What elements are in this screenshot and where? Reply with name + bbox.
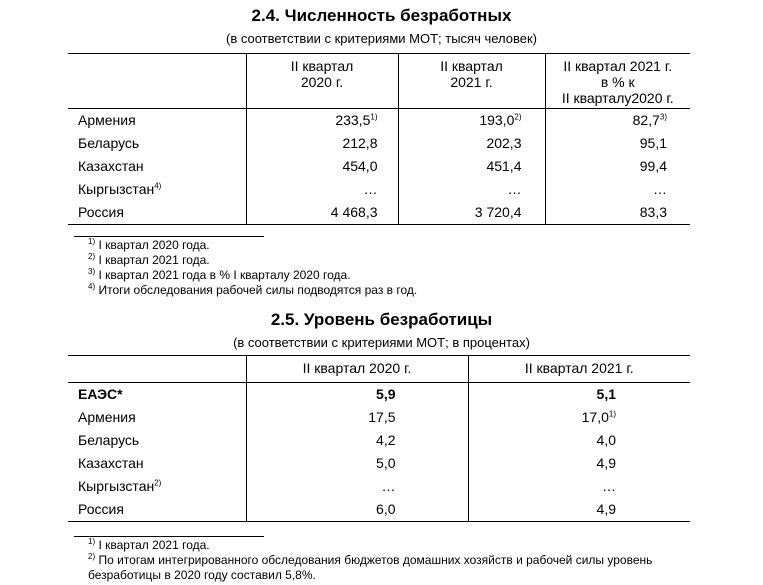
footnote-mark: 3) xyxy=(88,267,96,276)
table-2-4-header-3 xyxy=(545,54,690,109)
row-label-text: Россия xyxy=(78,204,124,220)
cell-value: … xyxy=(381,478,396,494)
value-cell xyxy=(468,429,690,452)
table-row xyxy=(68,132,690,155)
row-label xyxy=(68,498,246,522)
row-label xyxy=(68,406,246,429)
footnote-line xyxy=(68,268,698,283)
footnote-line xyxy=(68,283,698,298)
cell-value: 6,0 xyxy=(376,501,396,517)
value-cell xyxy=(398,178,545,201)
table-2-4-footnotes xyxy=(68,238,698,298)
footnote-mark: 2) xyxy=(514,112,522,122)
footnote-separator xyxy=(74,536,264,537)
row-label xyxy=(68,452,246,475)
value-cell xyxy=(246,383,468,407)
value-cell xyxy=(246,475,468,498)
table-2-5 xyxy=(68,355,690,522)
value-cell xyxy=(398,201,545,225)
cell-value: 5,0 xyxy=(376,455,396,471)
value-cell xyxy=(398,109,545,133)
footnote-line xyxy=(68,238,698,253)
cell-value: 83,3 xyxy=(639,204,667,220)
table-row xyxy=(68,406,690,429)
value-cell xyxy=(246,498,468,522)
cell-value: 4,2 xyxy=(376,432,396,448)
row-label-text: ЕАЭС* xyxy=(78,386,123,402)
value-cell xyxy=(545,178,690,201)
footnote-mark: 3) xyxy=(659,112,667,122)
table-row xyxy=(68,178,690,201)
row-label-text: Армения xyxy=(78,112,136,128)
table-row xyxy=(68,429,690,452)
value-cell xyxy=(246,429,468,452)
table-2-5-header-1 xyxy=(246,356,468,383)
cell-value: 17,0 xyxy=(581,409,609,425)
footnote-mark: 2) xyxy=(88,552,96,561)
cell-value: 95,1 xyxy=(639,135,667,151)
row-label xyxy=(68,429,246,452)
cell-value: 4,9 xyxy=(596,501,616,517)
cell-value: 82,7 xyxy=(632,112,660,128)
cell-value: … xyxy=(602,478,616,494)
value-cell xyxy=(246,155,398,178)
table-2-5-footnotes xyxy=(68,538,698,583)
value-cell xyxy=(468,383,690,407)
footnote-text: Итоги обследования рабочей силы подводятся раз в год. xyxy=(95,283,418,297)
row-label xyxy=(68,201,246,225)
cell-value: 17,5 xyxy=(368,409,396,425)
footnote-mark: 4) xyxy=(88,282,96,291)
footnote-text: I квартал 2020 года. xyxy=(95,238,210,252)
row-label xyxy=(68,155,246,178)
header-text: II квартал 2020 г. xyxy=(290,58,354,90)
header-text: II квартал 2021 г. xyxy=(440,58,503,90)
row-label xyxy=(68,109,246,133)
table-2-5-title: 2.5. Уровень безработицы xyxy=(270,310,493,329)
footnote-mark: 1) xyxy=(370,112,378,122)
table-2-5-header-0 xyxy=(68,356,246,383)
cell-value: … xyxy=(653,181,667,197)
footnote-line xyxy=(68,553,698,583)
table-2-5-subtitle: (в соответствии с критериями МОТ; в процентах) xyxy=(233,335,530,350)
value-cell xyxy=(398,132,545,155)
row-label-text: Казахстан xyxy=(78,158,144,174)
cell-value: 4,9 xyxy=(596,455,616,471)
table-2-4-header-2 xyxy=(398,54,545,109)
value-cell xyxy=(246,132,398,155)
table-2-4-header-0 xyxy=(68,54,246,109)
value-cell xyxy=(246,452,468,475)
row-label-text: Кыргызстан xyxy=(78,181,155,197)
row-label xyxy=(68,475,246,498)
value-cell xyxy=(545,155,690,178)
footnote-mark: 1) xyxy=(88,537,96,546)
table-2-5-header-2 xyxy=(468,356,690,383)
cell-value: 454,0 xyxy=(342,158,378,174)
table-row xyxy=(68,201,690,225)
value-cell xyxy=(246,406,468,429)
table-row xyxy=(68,498,690,522)
table-row xyxy=(68,383,690,407)
footnote-text: По итогам интегрированного обследования бюджетов домашних хозяйств и рабочей силы уровень безработицы в 2020 году составил 5,8%. xyxy=(88,553,653,582)
row-label-text: Россия xyxy=(78,501,124,517)
table-row xyxy=(68,452,690,475)
cell-value: … xyxy=(363,181,378,197)
cell-value: 3 720,4 xyxy=(474,204,522,220)
footnote-text: I квартал 2021 года в % I кварталу 2020 года. xyxy=(95,268,351,282)
cell-value: 202,3 xyxy=(486,135,522,151)
value-cell xyxy=(545,132,690,155)
footnote-mark: 1) xyxy=(608,409,616,419)
value-cell xyxy=(545,109,690,133)
cell-value: 99,4 xyxy=(639,158,667,174)
table-2-4 xyxy=(68,53,690,225)
row-label xyxy=(68,178,246,201)
value-cell xyxy=(468,498,690,522)
table-row xyxy=(68,475,690,498)
table-row xyxy=(68,109,690,133)
row-label-text: Казахстан xyxy=(78,455,144,471)
cell-value: 233,5 xyxy=(335,112,371,128)
table-2-4-title: 2.4. Численность безработных xyxy=(251,6,512,25)
footnote-line xyxy=(68,538,698,553)
cell-value: … xyxy=(507,181,522,197)
header-text: II квартал 2021 г. в % к II кварталу2020 г. xyxy=(561,58,674,106)
value-cell xyxy=(246,201,398,225)
footnote-mark: 1) xyxy=(88,237,96,246)
footnote-mark: 2) xyxy=(88,252,96,261)
cell-value: 4 468,3 xyxy=(330,204,378,220)
cell-value: 4,0 xyxy=(596,432,616,448)
footnote-separator xyxy=(74,236,264,237)
cell-value: 193,0 xyxy=(479,112,515,128)
value-cell xyxy=(398,155,545,178)
row-label-text: Армения xyxy=(78,409,136,425)
footnote-text: I квартал 2021 года. xyxy=(95,253,210,267)
value-cell xyxy=(545,201,690,225)
header-text: II квартал 2020 г. xyxy=(302,360,412,376)
row-label-text: Беларусь xyxy=(78,432,140,448)
row-label-text: Кыргызстан xyxy=(78,478,155,494)
footnote-mark: 4) xyxy=(154,181,162,191)
cell-value: 5,9 xyxy=(376,386,396,402)
row-label xyxy=(68,132,246,155)
footnote-mark: 2) xyxy=(154,478,162,488)
row-label xyxy=(68,383,246,407)
value-cell xyxy=(246,109,398,133)
row-label-text: Беларусь xyxy=(78,135,140,151)
footnote-line xyxy=(68,253,698,268)
value-cell xyxy=(468,475,690,498)
cell-value: 5,1 xyxy=(596,386,616,402)
footnote-text: I квартал 2021 года. xyxy=(95,538,210,552)
value-cell xyxy=(246,178,398,201)
cell-value: 212,8 xyxy=(342,135,378,151)
table-2-4-header-1 xyxy=(246,54,398,109)
cell-value: 451,4 xyxy=(486,158,522,174)
value-cell xyxy=(468,452,690,475)
value-cell xyxy=(468,406,690,429)
table-row xyxy=(68,155,690,178)
header-text: II квартал 2021 г. xyxy=(524,360,634,376)
table-2-4-subtitle: (в соответствии с критериями МОТ; тысяч человек) xyxy=(225,31,538,46)
